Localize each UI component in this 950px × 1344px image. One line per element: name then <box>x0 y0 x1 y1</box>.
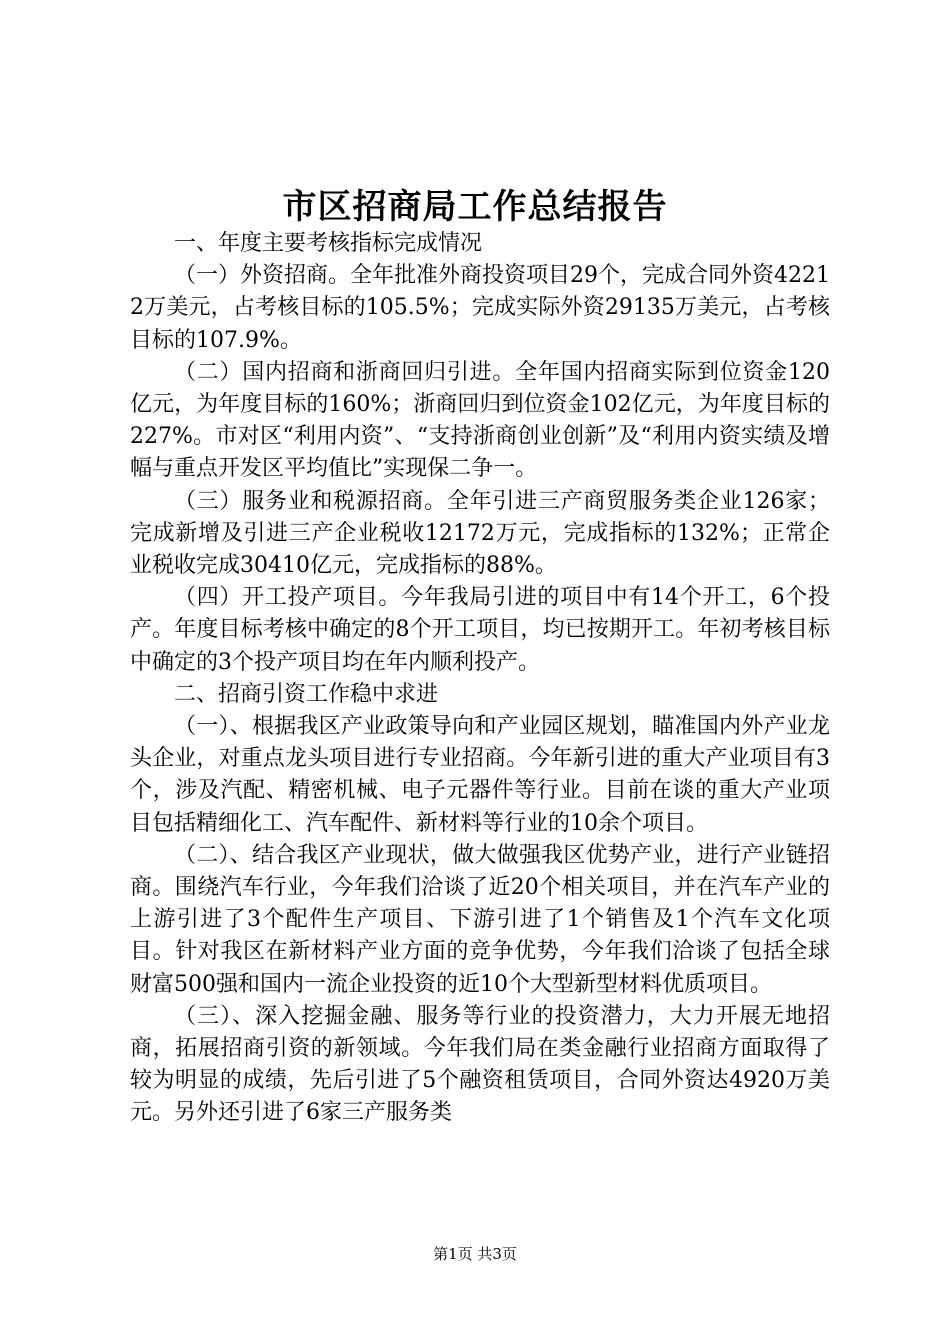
document-title: 市区招商局工作总结报告 <box>282 187 668 227</box>
page-footer: 第1页 共3页 <box>433 1245 517 1263</box>
paragraph-foreign-investment: （一）外资招商。全年批准外商投资项目29个，完成合同外资42212万美元，占考核目标的105.5%；完成实际外资29135万美元，占考核目标的107.9%。 <box>130 263 830 353</box>
paragraph-industry-chain: （二）、结合我区产业现状，做大做强我区优势产业，进行产业链招商。围绕汽车行业，今年我们洽谈了近20个相关项目，并在汽车产业的上游引进了3个配件生产项目、下游引进了1个销售及1个汽车文化项目。针对我区在新材料产业方面的竞争优势，今年我们洽谈了包括全球财富500强和国内一流企业投资的近10个大型新型材料优质项目。 <box>130 842 830 997</box>
heading-section-2: 二、招商引资工作稳中求进 <box>174 681 439 707</box>
paragraph-domestic-investment: （二）国内招商和浙商回归引进。全年国内招商实际到位资金120亿元，为年度目标的160%；浙商回归到位资金102亿元，为年度目标的227%。市对区“利用内资”、“支持浙商创业创新”及“利用内资实绩及增幅与重点开发区平均值比”实现保二争一。 <box>130 359 830 482</box>
document-body <box>130 228 830 1130</box>
paragraph-finance-services: （三）、深入挖掘金融、服务等行业的投资潜力，大力开展无地招商，拓展招商引资的新领域。今年我们局在类金融行业招商方面取得了较为明显的成绩，先后引进了5个融资租赁项目，合同外资达4920万美元。另外还引进了6家三产服务类 <box>130 1003 830 1126</box>
heading-section-1: 一、年度主要考核指标完成情况 <box>174 231 483 256</box>
paragraph-service-tax: （三）服务业和税源招商。全年引进三产商贸服务类企业126家；完成新增及引进三产企业税收12172万元，完成指标的132%；正常企业税收完成30410亿元，完成指标的88%。 <box>130 488 830 579</box>
paragraph-projects-started: （四）开工投产项目。今年我局引进的项目中有14个开工，6个投产。年度目标考核中确定的8个开工项目，均已按期开工。年初考核目标中确定的3个投产项目均在年内顺利投产。 <box>130 585 830 675</box>
paragraph-industry-policy: （一）、根据我区产业政策导向和产业园区规划，瞄准国内外产业龙头企业，对重点龙头项目进行专业招商。今年新引进的重大产业项目有3个，涉及汽配、精密机械、电子元器件等行业。目前在谈的重大产业项目包括精细化工、汽车配件、新材料等行业的10余个项目。 <box>130 714 830 836</box>
